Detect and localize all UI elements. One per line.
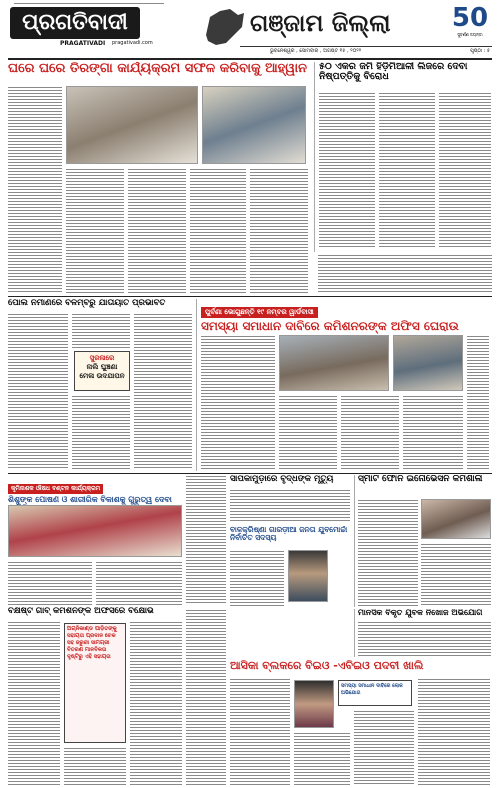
lead-column-3 [128, 168, 186, 294]
ward-photo-crowd [279, 335, 389, 391]
fire-aid-text: ଅଗ୍ନିକାଣ୍ଡ ପୀଡ଼ିତଙ୍କୁ ସହାୟତା ପ୍ରଦାନ ଚେକ ସହ ଜରୁରୀ ସାମଗ୍ରୀ ବିତରଣ ମାନବିକତା ଦୃଷ୍ଟିରୁ ଏହି ସହାୟତା [67, 626, 117, 660]
school-photo [8, 505, 182, 557]
janata-column [230, 550, 284, 606]
land-story [314, 62, 492, 252]
pole-column-1 [8, 313, 68, 469]
missing-column [358, 621, 491, 657]
protest-story [8, 607, 182, 785]
masthead [0, 0, 500, 58]
block-headline: ଆସିକା ବ୍ଲକରେ ବିଇଓ -ଏବିଇଓ ପଦବୀ ଖାଲି [230, 660, 424, 672]
block-mini-text: ସମସ୍ୟା ସମାଧାନ ଦାବିରେ ଲୋକ ଅଭିଯୋଗ [341, 683, 403, 696]
page-number: ପୃଷ୍ଠା : ୫ [470, 48, 490, 54]
anniversary-number: 50 [451, 4, 489, 33]
logo-text: ପ୍ରଗତିବାଦୀ [22, 10, 128, 35]
block-column-1 [230, 678, 290, 785]
lead-photo-meeting [202, 86, 306, 164]
lead-headline: ଘରେ ଘରେ ତିରଙ୍ଗା କାର୍ଯ୍ୟକ୍ରମ ସଫଳ କରିବାକୁ ଆହ୍ୱାନ [8, 62, 307, 76]
school-story [8, 475, 182, 605]
pole-story [8, 299, 193, 471]
janata-headline: ବାଳକ୍ରିଷ୍ଣା ଗାରଡ଼ୀଆ ଜନତା ଯୁବମୋର୍ଚ୍ଚା ନିର୍ବାଚିତ ସଦସ୍ୟ [230, 526, 348, 542]
pole-column-2 [72, 313, 130, 349]
school-column-1 [8, 561, 92, 605]
pullquote-line-2: ମେଳା ଉଦଯାପନ [79, 372, 125, 380]
smartphone-column-1 [358, 499, 418, 607]
lead-story [8, 62, 308, 294]
ward-kicker: ପୁର୍ବଣା ଭୋଗୁଛନ୍ତି ୧୯ ନମ୍ବର ୱାର୍ଡବାସୀ [201, 307, 318, 318]
block-column-4 [418, 678, 490, 785]
ward-column-1 [201, 335, 275, 469]
odisha-map-icon [200, 5, 248, 49]
ward-column-4 [403, 395, 463, 469]
lead-photo-group [66, 86, 198, 164]
pole-column-4 [134, 313, 192, 469]
land-headline: ୫୦ ଏକର ଜମି ହିଡ଼ିମିଆଳୀ ଲିଜରେ ଦେବା ନିଷ୍ପତ୍ତିକୁ ବିରୋଧ [319, 62, 468, 82]
protest-headline: ବିକ୍ଷିଷ୍ଟ ଗାଁବ୍ କମିଶନଙ୍କ ଅଫିସରେ ବିକ୍ଷୋଭ [8, 607, 154, 616]
school-column-2 [96, 561, 182, 605]
site-url: pragativadi.com [112, 40, 153, 46]
lead-column-5 [250, 168, 308, 294]
logo-subtitle: PRAGATIVADI [60, 40, 106, 47]
snake-story [230, 475, 350, 523]
land-column-2 [379, 92, 435, 248]
fire-aid-box [64, 623, 126, 743]
middle-column [186, 475, 226, 605]
snake-column [230, 489, 350, 523]
district-label [250, 6, 410, 40]
pragativadi-logo [10, 7, 140, 39]
block-column-3 [354, 710, 414, 785]
pullquote-title: ସୁରଳାରେ [89, 354, 115, 362]
janata-portrait [288, 550, 328, 602]
date-text: ଭୁବନେଶ୍ୱର , ସୋମବାର , ଅଗଷ୍ଟ ୧୫ , ୨୦୨୨ [270, 48, 362, 54]
block-story [230, 660, 492, 785]
land-column-3 [439, 92, 491, 248]
school-kicker: କୃମିନାଶକ ଔଷଧ ବଣ୍ଟନ କାର୍ଯ୍ୟକ୍ରମ [8, 484, 103, 494]
block-column-2 [294, 732, 350, 785]
lead-column-4 [190, 168, 246, 294]
missing-story [354, 609, 492, 657]
ward-photo-office [393, 335, 463, 391]
lead-column-1 [8, 86, 62, 294]
smartphone-photo [421, 499, 491, 539]
protest-column-3 [130, 621, 182, 785]
snake-headline: ସାପକାମୁଡ଼ାରେ ବୃଦ୍ଧଙ୍କ ମୃତ୍ୟୁ [230, 475, 334, 484]
smartphone-headline: ସ୍ମାର୍ଟ ଫୋନ ଇନୋଭେସନ କର୍ମଶାଳା [358, 475, 483, 484]
ward-column-5 [467, 335, 489, 469]
block-mini-box [338, 680, 412, 706]
janata-story [230, 526, 352, 606]
section-rule-2 [8, 473, 492, 474]
dateline [240, 46, 492, 55]
pole-column-3 [72, 395, 130, 469]
ward-headline: ସମସ୍ୟା ସମାଧାନ ଦାବିରେ କମିଶନରଙ୍କ ଅଫିସ ଘେରାଉ [201, 319, 459, 333]
protest-column-1 [8, 621, 60, 785]
masthead-rule [8, 58, 492, 60]
ward-column-2 [279, 395, 337, 469]
district-title: ଗଞ୍ଜାମ ଜିଲ୍ଲା [250, 9, 391, 37]
missing-headline: ମାନସିକ ବିକୃତ ଯୁବକ ନିଖୋଜ ଅଭିଯୋଗ [358, 609, 483, 617]
pole-headline: ପୋଲ ନିର୍ମାଣରେ ବିଳମ୍ବରୁ ଯାତାୟାତ ପ୍ରଭାବିତ [8, 299, 166, 308]
smartphone-story [354, 475, 492, 607]
school-headline: ଶିଶୁଙ୍କ ପୋଷଣ ଓ ଶାରୀରିକ ବିକାଶକୁ ଗୁରୁତ୍ୱ ଦେବା [8, 495, 172, 504]
land-continuation [318, 254, 492, 294]
section-rule-1 [8, 296, 492, 297]
anniversary-badge [448, 4, 492, 42]
pullquote-line-1: ନାଲି ଘୁଞ୍ଚଣା [86, 363, 118, 371]
lead-column-2 [66, 168, 124, 294]
block-portrait [294, 680, 334, 728]
land-column-1 [319, 92, 375, 248]
center-lower-column [186, 609, 226, 785]
ward-column-3 [341, 395, 399, 469]
anniversary-text: ସୁବର୍ଣ୍ଣ ଜୟନ୍ତୀ [457, 32, 483, 37]
ward-story [196, 299, 492, 471]
smartphone-column-2 [421, 543, 491, 607]
protest-column-2 [64, 747, 126, 785]
pullquote-box [74, 351, 130, 391]
